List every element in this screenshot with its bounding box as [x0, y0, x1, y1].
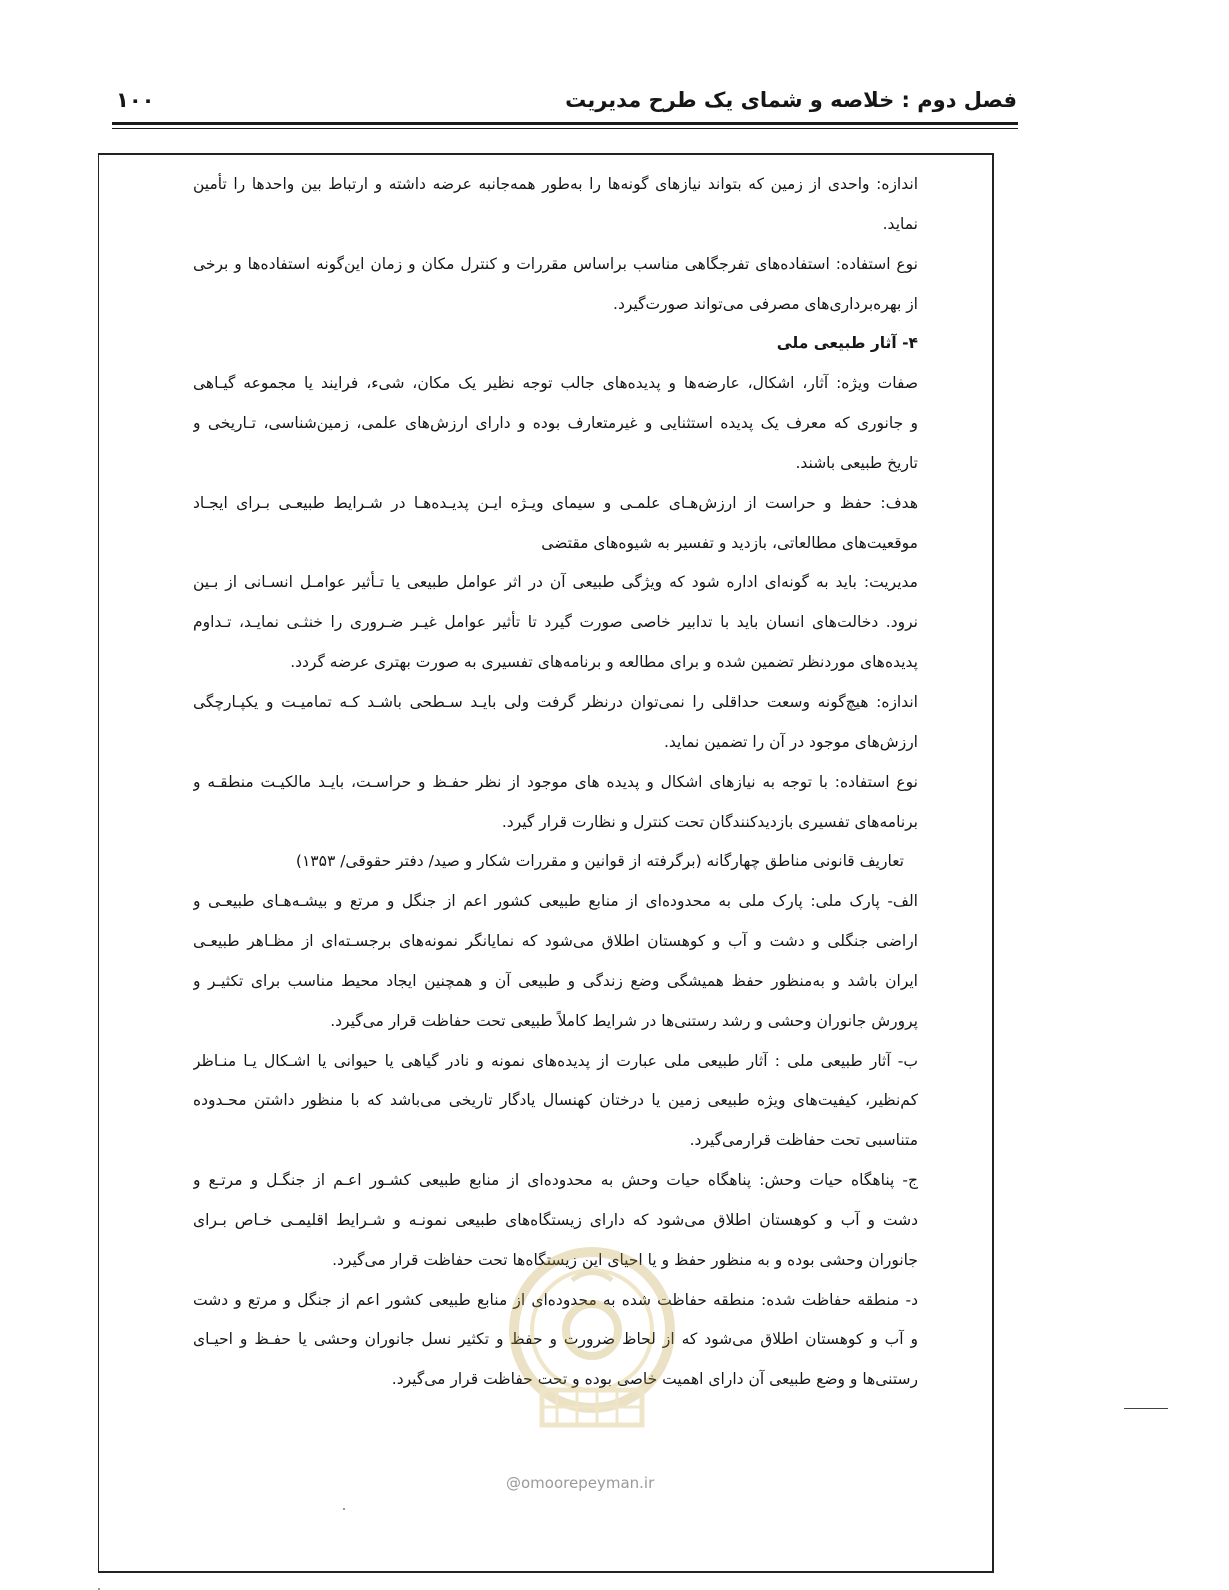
text-line: اراضی جنگلی و دشت و آب و کوهستان اطلاق می‌شود که نمایانگر نمونه‌های برجسـته‌ای از مظـاهر طبیعـی [193, 932, 918, 951]
text-line: ج- پناهگاه حیات وحش: پناهگاه حیات وحش به محدوده‌ای از منابع طبیعی کشـور اعـم از جنگـل و مرتـع و [193, 1171, 918, 1190]
text-line: کم‌نظیر، کیفیت‌های ویژه طبیعی زمین یا درختان کهنسال یادگار تاریخی می‌باشد که با منظور داشتن محـدوده [193, 1091, 918, 1110]
text-line: اندازه: هیچ‌گونه وسعت حداقلی را نمی‌توان درنظر گرفت ولی بایـد سـطحی باشـد کـه تمامیـت و یکپـارچگی [193, 692, 918, 711]
text-line: موقعیت‌های مطالعاتی، بازدید و تفسیر به شیوه‌های مقتضی [541, 533, 918, 552]
text-line: و جانوری که معرف یک پدیده استثنایی و غیرمتعارف بوده و دارای ارزش‌های علمی، زمین‌شناسی، تـاریخی و [193, 414, 918, 433]
text-line: رستنی‌ها و وضع طبیعی آن دارای اهمیت خاصی بوده و تحت حفاظت قرار می‌گیرد. [391, 1370, 918, 1389]
text-line: ایران باشد و به‌منظور حفظ همیشگی وضع زندگی و طبیعی آن و همچنین ایجاد محیط مناسب برای تکثیـر و [193, 971, 918, 990]
text-line: دشت و آب و کوهستان اطلاق می‌شود که دارای زیستگاه‌های طبیعی نمونـه و شـرایط اقلیمـی خـاص بـرای [193, 1210, 918, 1229]
text-line: نوع استفاده: استفاده‌های تفرجگاهی مناسب براساس مقررات و کنترل مکان و زمان این‌گونه استفاده‌ها و برخی [193, 254, 918, 273]
text-line: صفات ویژه: آثار، اشکال، عارضه‌ها و پدیده‌های جالب توجه نظیر یک مکان، شیء، فرایند یا مجموعه گیـاهی [193, 374, 918, 393]
text-line: پرورش جانوران وحشی و رشد رستنی‌ها در شرایط کاملاً طبیعی تحت حفاظت قرار می‌گیرد. [330, 1011, 918, 1030]
text-line: هدف: حفظ و حراست از ارزش‌هـای علمـی و سیمای ویـژه ایـن پدیـده‌هـا در شـرایط طبیعـی بـرای ایجـاد [193, 493, 918, 512]
text-line: برنامه‌های تفسیری بازدیدکنندگان تحت کنترل و نظارت قرار گیرد. [501, 812, 918, 831]
text-line: متناسبی تحت حفاظت قرارمی‌گیرد. [689, 1131, 918, 1150]
text-line: ب- آثار طبیعی ملی : آثار طبیعی ملی عبارت از پدیده‌های نمونه و نادر گیاهی یا حیوانی یا اشـکال یـا منـاظر [193, 1051, 918, 1070]
text-line: ارزش‌های موجود در آن را تضمین نماید. [663, 732, 918, 751]
text-line: د- منطقه حفاظت شده: منطقه حفاظت شده به محدوده‌ای از منابع طبیعی کشور اعم از جنگل و مرتع و دشت [193, 1290, 918, 1309]
section-heading: ۴- آثار طبیعی ملی [776, 334, 918, 353]
text-line: نوع استفاده: با توجه به نیازهای اشکال و پدیده های موجود از نظر حفـظ و حراسـت، بایـد مالکیـت منطقـه و [193, 772, 918, 791]
text-line: از بهره‌برداری‌های مصرفی می‌تواند صورت‌گیرد. [613, 294, 918, 313]
text-line: پدیده‌های موردنظر تضمین شده و برای مطالعه و برنامه‌های تفسیری به صورت بهتری عرضه گردد. [290, 653, 918, 672]
header-rule-thick [112, 122, 1018, 125]
header-rule-thin [112, 128, 1018, 129]
body-text [193, 165, 918, 1400]
watermark-text: @omoorepeyman.ir [506, 1474, 655, 1492]
text-line: و آب و کوهستان اطلاق می‌شود که از لحاظ ضرورت و حفظ و تکثیر نسل جانوران وحشی یا حفـظ و احیـای [193, 1330, 918, 1349]
page-number: ۱۰۰ [116, 88, 155, 112]
text-line: نرود. دخالت‌های انسان باید با تدابیر خاصی صورت گیرد تا تأثیر عوامل غیـر ضـروری را خنثـی نمایـد، تـداوم [193, 613, 918, 632]
text-line: مدیریت: باید به گونه‌ای اداره شود که ویژگی طبیعی آن در اثر عوامل طبیعی یا تـأثیر عوامـل انسـانی از بـین [193, 573, 918, 592]
margin-mark [1124, 1408, 1168, 1409]
legal-definitions-heading: تعاریف قانونی مناطق چهارگانه (برگرفته از قوانین و مقررات شکار و صید/ دفتر حقوقی/ ۱۳۵۳) [295, 852, 904, 871]
text-line: نماید. [882, 214, 918, 233]
text-line: تاریخ طبیعی باشند. [795, 453, 918, 472]
text-line: الف- پارک ملی: پارک ملی به محدوده‌ای از منابع طبیعی کشور اعم از جنگل و مرتع و بیشـه‌هـای طبیعـی و [193, 892, 918, 911]
chapter-title: فصل دوم : خلاصه و شمای یک طرح مدیریت [565, 88, 1017, 112]
scan-speck [343, 1508, 345, 1510]
text-line: جانوران وحشی بوده و به منظور حفظ و یا احیای این زیستگاه‌ها تحت حفاظت قرار می‌گیرد. [332, 1250, 918, 1269]
text-line: اندازه: واحدی از زمین که بتواند نیازهای گونه‌ها را به‌طور همه‌جانبه عرضه داشته و ارتباط بین واحدها را تأمین [193, 175, 918, 193]
